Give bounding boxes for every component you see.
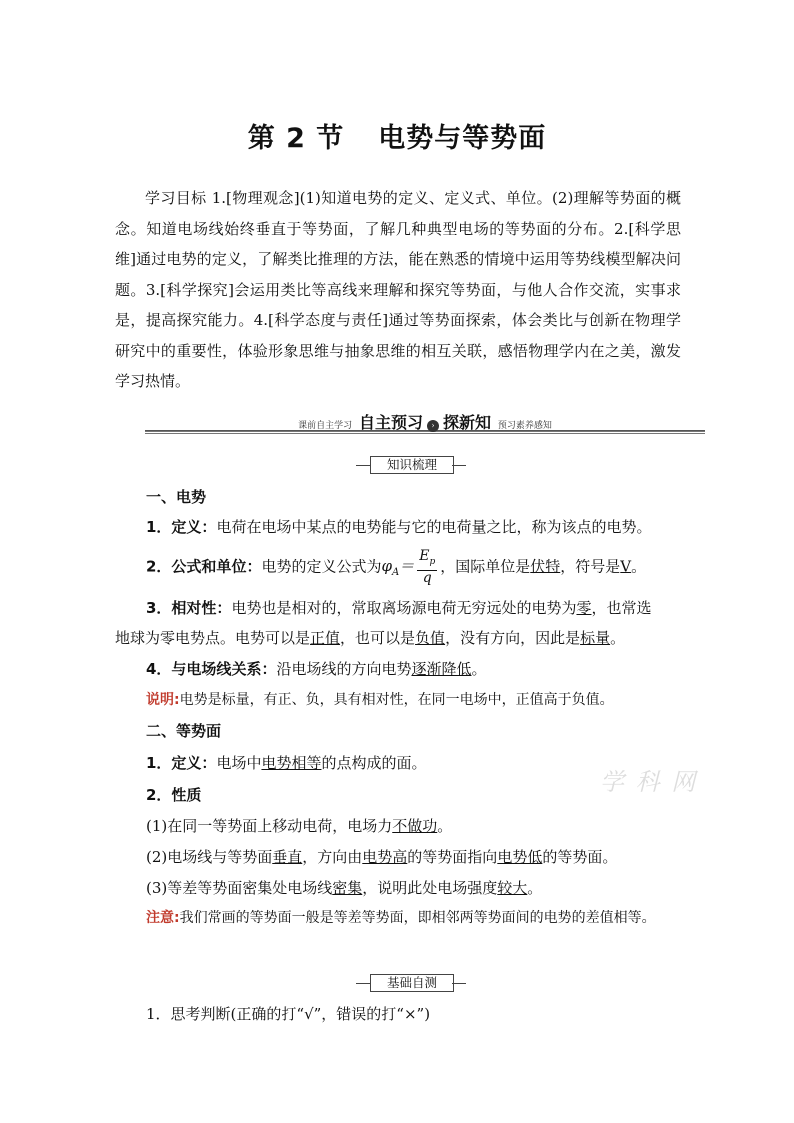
text: ，也常选 [591, 599, 652, 617]
text: 的等势面。 [542, 848, 618, 866]
banner-big2: 探新知 [443, 413, 492, 432]
formula-denominator: q [422, 569, 432, 586]
answer-larger: 较大 [497, 879, 528, 897]
formula-fraction [417, 549, 437, 586]
knowledge-tag-wrap [356, 456, 466, 474]
tag-bar-left [356, 465, 370, 466]
sec2-definition [146, 753, 426, 773]
tag-bar-right [452, 983, 466, 984]
answer-positive: 正值 [310, 629, 341, 647]
text: 地球为零电势点。电势可以是 [115, 629, 311, 647]
sec1-relativity [146, 598, 652, 618]
answer-dense: 密集 [332, 879, 363, 897]
answer-low: 电势低 [497, 848, 543, 866]
note-label: 说明: [146, 692, 180, 708]
text: 电场中 [216, 754, 262, 772]
answer-nowork: 不做功 [392, 817, 438, 835]
text: 。 [527, 879, 543, 897]
section-banner [145, 410, 705, 436]
sec2-properties-label: 2．性质 [146, 786, 202, 804]
formula-lhs: $\varphi_A=$ [381, 557, 415, 579]
unit-symbol: V [620, 557, 632, 576]
tag-bar-left [356, 983, 370, 984]
formula-numerator: $E_p$ [417, 549, 437, 571]
text: (1)在同一等势面上移动电荷，电场力 [146, 817, 393, 835]
sec2-prop1 [146, 816, 452, 836]
label: 1．定义： [146, 518, 217, 536]
unit-name: 伏特 [530, 557, 561, 576]
note-text: 我们常画的等势面一般是等差等势面，即相邻两等势面间的电势的差值相等。 [179, 910, 656, 926]
text: (3)等差等势面密集处电场线 [146, 879, 333, 897]
text: 电势也是相对的，常取离场源电荷无穷远处的电势为 [231, 599, 577, 617]
knowledge-tag: 知识梳理 [370, 456, 454, 474]
sec2-prop2 [146, 847, 617, 867]
answer-zero: 零 [576, 599, 592, 617]
banner-big1: 自主预习 [358, 413, 423, 432]
watermark: 学 科 网 [600, 768, 698, 796]
arrow-icon: › [427, 420, 439, 432]
note-text: 电势是标量，有正、负，具有相对性，在同一电场中，正值高于负值。 [179, 692, 614, 708]
text: 。 [471, 660, 487, 678]
text: (2)电场线与等势面 [146, 848, 273, 866]
text: 沿电场线的方向电势 [276, 660, 412, 678]
label: 2．公式和单位： [146, 557, 262, 576]
page-title [0, 116, 794, 155]
goals-text: 1.[物理观念](1)知道电势的定义、定义式、单位。(2)理解等势面的概念。知道电场线始终垂直于等势面，了解几种典型电场的等势面的分布。2.[科学思维]通过电势的定义，了解类比推理的方法，能在熟悉的情境中运用等势线模型解决问题。3.[科学探究]会运用类比等高线来理解和探究等势面，与他人合作交流，实事求是，提高探究能力。4.[科学态度与责任]通过等势面探索，体会类比与创新在物理学研究中的重要性，体验形象思维与抽象思维的相互关联，感悟物理学内在之美，激发学习热情。 [115, 189, 681, 390]
question-1: 1．思考判断(正确的打“√”，错误的打“×”) [146, 1005, 431, 1023]
label: 1．定义： [146, 754, 217, 772]
sec2-note [115, 904, 681, 933]
sec1-definition [146, 517, 651, 537]
sec1-formula [146, 549, 646, 590]
text: ，说明此处电场强度 [362, 879, 498, 897]
learning-goals [115, 183, 681, 397]
text: ，方向由 [302, 848, 363, 866]
text: 。 [437, 817, 453, 835]
text: 电荷在电场中某点的电势能与它的电荷量之比，称为该点的电势。 [216, 518, 652, 536]
answer-negative: 负值 [415, 629, 446, 647]
answer-decrease: 逐渐降低 [411, 660, 472, 678]
section-name: 电势与等势面 [378, 123, 547, 154]
answer-high: 电势高 [362, 848, 408, 866]
banner-right: 预习素养感知 [497, 421, 552, 431]
sec1-fieldline [146, 659, 487, 679]
text: 。 [631, 557, 647, 576]
banner-left: 课前自主学习 [298, 421, 353, 431]
section-number: 第 2 节 [247, 123, 345, 154]
label: 3．相对性： [146, 599, 232, 617]
text: 的点构成的面。 [321, 754, 427, 772]
selftest-tag: 基础自测 [370, 974, 454, 992]
text: 电势的定义公式为 [261, 557, 382, 576]
text: ，也可以是 [340, 629, 416, 647]
text: 。 [610, 629, 626, 647]
tag-bar-right [452, 465, 466, 466]
sec1-note [146, 686, 686, 715]
sec2-heading: 二、等势面 [146, 722, 222, 740]
sec2-prop3 [146, 878, 542, 898]
label: 4．与电场线关系： [146, 660, 277, 678]
banner-title [145, 410, 705, 433]
goals-lead: 学习目标 [145, 189, 207, 207]
sec1-heading: 一、电势 [146, 488, 207, 506]
text: 的等势面指向 [407, 848, 498, 866]
answer-scalar: 标量 [580, 629, 611, 647]
text: ，国际单位是 [440, 557, 531, 576]
selftest-tag-wrap [356, 974, 466, 992]
note-label: 注意: [146, 910, 180, 926]
answer-perpendicular: 垂直 [272, 848, 303, 866]
text: ，符号是 [560, 557, 621, 576]
text: ，没有方向，因此是 [445, 629, 581, 647]
answer-equal: 电势相等 [261, 754, 322, 772]
sec1-relativity-cont [115, 628, 625, 648]
